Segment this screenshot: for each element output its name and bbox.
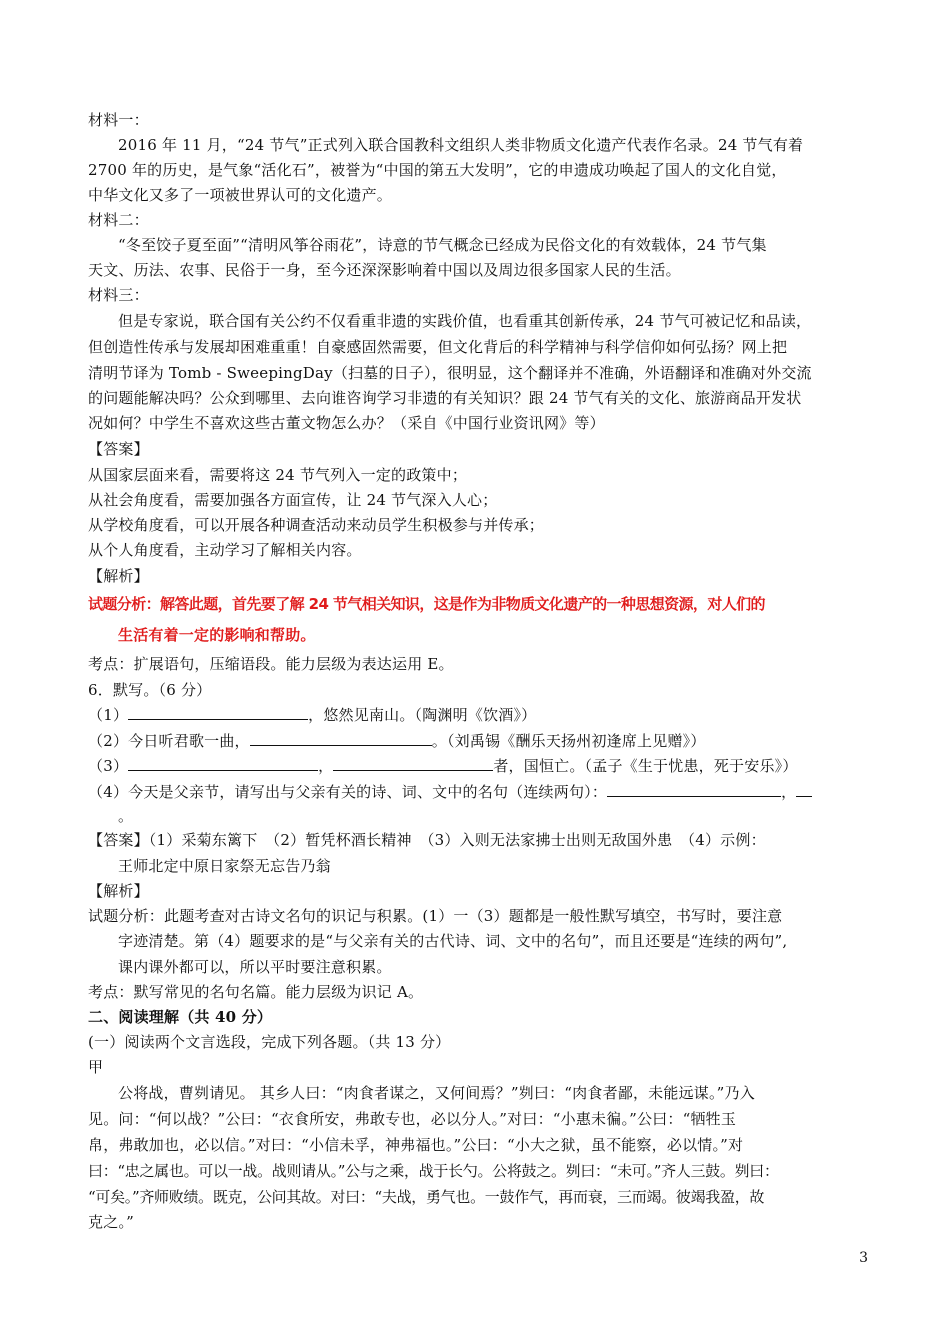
kaodian-q5: 考点：扩展语句，压缩语段。能力层级为表达运用 E。 xyxy=(88,655,454,673)
q6-analysis-label: 【解析】 xyxy=(88,882,149,900)
analysis-red-line-1: 试题分析：解答此题，首先要了解 24 节气相关知识，这是作为非物质文化遗产的一种思想资源，对人们的 xyxy=(88,595,765,613)
q6-item-1-prefix: （1） xyxy=(88,706,129,724)
q6-item-1-suffix: ，悠然见南山。（陶渊明《饮酒》） xyxy=(308,706,537,724)
passage-jia-label: 甲 xyxy=(88,1058,104,1076)
q6-analysis-line-2: 字迹清楚。第（4）题要求的是“与父亲有关的古代诗、词、文中的名句”，而且还要是“连续的两句”, xyxy=(118,932,788,950)
q6-answer-line-2: 王师北定中原日家祭无忘告乃翁 xyxy=(118,857,331,875)
q6-item-4-sep: ， xyxy=(781,783,797,801)
answer-label: 【答案】 xyxy=(88,440,149,458)
passage-line-4: 曰：“忠之属也。可以一战。战则请从。”公与之乘，战于长勺。公将鼓之。刿曰：“未可。”齐人三鼓。刿曰： xyxy=(88,1162,779,1180)
material-1-line-3: 中华文化又多了一项被世界认可的文化遗产。 xyxy=(88,186,393,204)
q6-item-4 xyxy=(88,782,812,802)
page-number: 3 xyxy=(859,1250,868,1266)
blank-3a[interactable] xyxy=(128,756,318,771)
q6-item-4-end: 。 xyxy=(118,807,134,825)
q6-item-3-prefix: （3） xyxy=(88,757,129,775)
passage-line-2: 见。问：“何以战？”公曰：“衣食所安，弗敢专也，必以分人。”对曰：“小惠未徧。”公曰：“牺牲玉 xyxy=(88,1110,737,1128)
q6-item-2 xyxy=(88,731,706,751)
passage-line-5: “可矣。”齐师败绩。既克，公问其故。对曰：“夫战，勇气也。一鼓作气，再而衰，三而竭。彼竭我盈，故 xyxy=(88,1188,765,1206)
blank-4a[interactable] xyxy=(607,782,781,797)
answer-line-1: 从国家层面来看，需要将这 24 节气列入一定的政策中； xyxy=(88,466,468,484)
q6-analysis-line-3: 课内课外都可以，所以平时要注意积累。 xyxy=(118,958,392,976)
passage-line-1: 公将战，曹刿请见。 其乡人曰：“肉食者谋之，又何间焉？”刿曰：“肉食者鄙，未能远谋。”乃入 xyxy=(118,1084,755,1102)
q6-analysis-line-1: 试题分析：此题考查对古诗文名句的识记与积累。(1）一（3）题都是一般性默写填空，书写时，要注意 xyxy=(88,907,783,925)
q6-item-4-text: （4）今天是父亲节，请写出与父亲有关的诗、词、文中的名句（连续两句）： xyxy=(88,783,608,801)
blank-2[interactable] xyxy=(250,731,432,746)
q6-item-1 xyxy=(88,705,536,725)
material-2-line-2: 天文、历法、农事、民俗于一身，至今还深深影响着中国以及周边很多国家人民的生活。 xyxy=(88,261,681,279)
answer-line-3: 从学校角度看，可以开展各种调查活动来动员学生积极参与并传承； xyxy=(88,516,545,534)
material-1-label: 材料一： xyxy=(88,111,149,129)
material-3-line-4: 的问题能解决吗？公众到哪里、去向谁咨询学习非遗的有关知识？跟 24 节气有关的文化、旅游商品开发状 xyxy=(88,389,802,407)
material-2-label: 材料二： xyxy=(88,211,149,229)
material-1-line-1: 2016 年 11 月，“24 节气”正式列入联合国教科文组织人类非物质文化遗产代表作名录。24 节气有着 xyxy=(118,136,804,154)
analysis-red-line-2: 生活有着一定的影响和帮助。 xyxy=(118,626,316,644)
material-3-label: 材料三： xyxy=(88,286,149,304)
material-3-line-1: 但是专家说，联合国有关公约不仅看重非遗的实践价值，也看重其创新传承，24 节气可被记忆和品读， xyxy=(118,312,812,330)
kaodian-q6: 考点：默写常见的名句名篇。能力层级为识记 A。 xyxy=(88,983,424,1001)
material-1-line-2: 2700 年的历史，是气象“活化石”，被誉为“中国的第五大发明”，它的申遗成功唤起了国人的文化自觉， xyxy=(88,161,787,179)
blank-3b[interactable] xyxy=(333,756,493,771)
q6-title: 6．默写。（6 分） xyxy=(88,681,212,699)
material-3-line-5: 况如何？中学生不喜欢这些古董文物怎么办？（采自《中国行业资讯网》等） xyxy=(88,414,605,432)
q6-answer: 【答案】（1）采菊东篱下 （2）暂凭杯酒长精神 （3）入则无法家拂士出则无敌国外患 （4）示例： xyxy=(88,831,766,849)
material-3-line-3: 清明节译为 Tomb - SweepingDay（扫墓的日子），很明显，这个翻译并不准确，外语翻译和准确对外交流 xyxy=(88,364,812,382)
analysis-label: 【解析】 xyxy=(88,567,149,585)
material-2-line-1: “冬至饺子夏至面”“清明风筝谷雨花”，诗意的节气概念已经成为民俗文化的有效载体，24 节气集 xyxy=(118,236,767,254)
q6-item-2-prefix: （2）今日听君歌一曲， xyxy=(88,732,250,750)
q6-item-3 xyxy=(88,756,798,776)
blank-4b[interactable] xyxy=(796,782,812,797)
answer-line-2: 从社会角度看，需要加强各方面宣传，让 24 节气深入人心； xyxy=(88,491,498,509)
q6-item-3-mid: ， xyxy=(318,757,334,775)
answer-line-4: 从个人角度看，主动学习了解相关内容。 xyxy=(88,541,362,559)
q6-item-3-suffix: 者，国恒亡。（孟子《生于忧患，死于安乐》） xyxy=(493,757,798,775)
passage-line-3: 帛，弗敢加也，必以信。”对曰：“小信未孚，神弗福也。”公曰：“小大之狱，虽不能察，必以情。”对 xyxy=(88,1136,744,1154)
blank-1[interactable] xyxy=(128,705,308,720)
passage-line-6: 克之。” xyxy=(88,1213,134,1231)
section-2-title: 二、阅读理解（共 40 分） xyxy=(88,1008,273,1026)
section-2-subtitle: (一）阅读两个文言选段，完成下列各题。（共 13 分） xyxy=(88,1033,451,1051)
q6-item-2-suffix: 。（刘禹锡《酬乐天扬州初逢席上见赠》） xyxy=(431,732,706,750)
material-3-line-2: 但创造性传承与发展却困难重重！自豪感固然需要，但文化背后的科学精神与科学信仰如何弘扬？网上把 xyxy=(88,338,788,356)
